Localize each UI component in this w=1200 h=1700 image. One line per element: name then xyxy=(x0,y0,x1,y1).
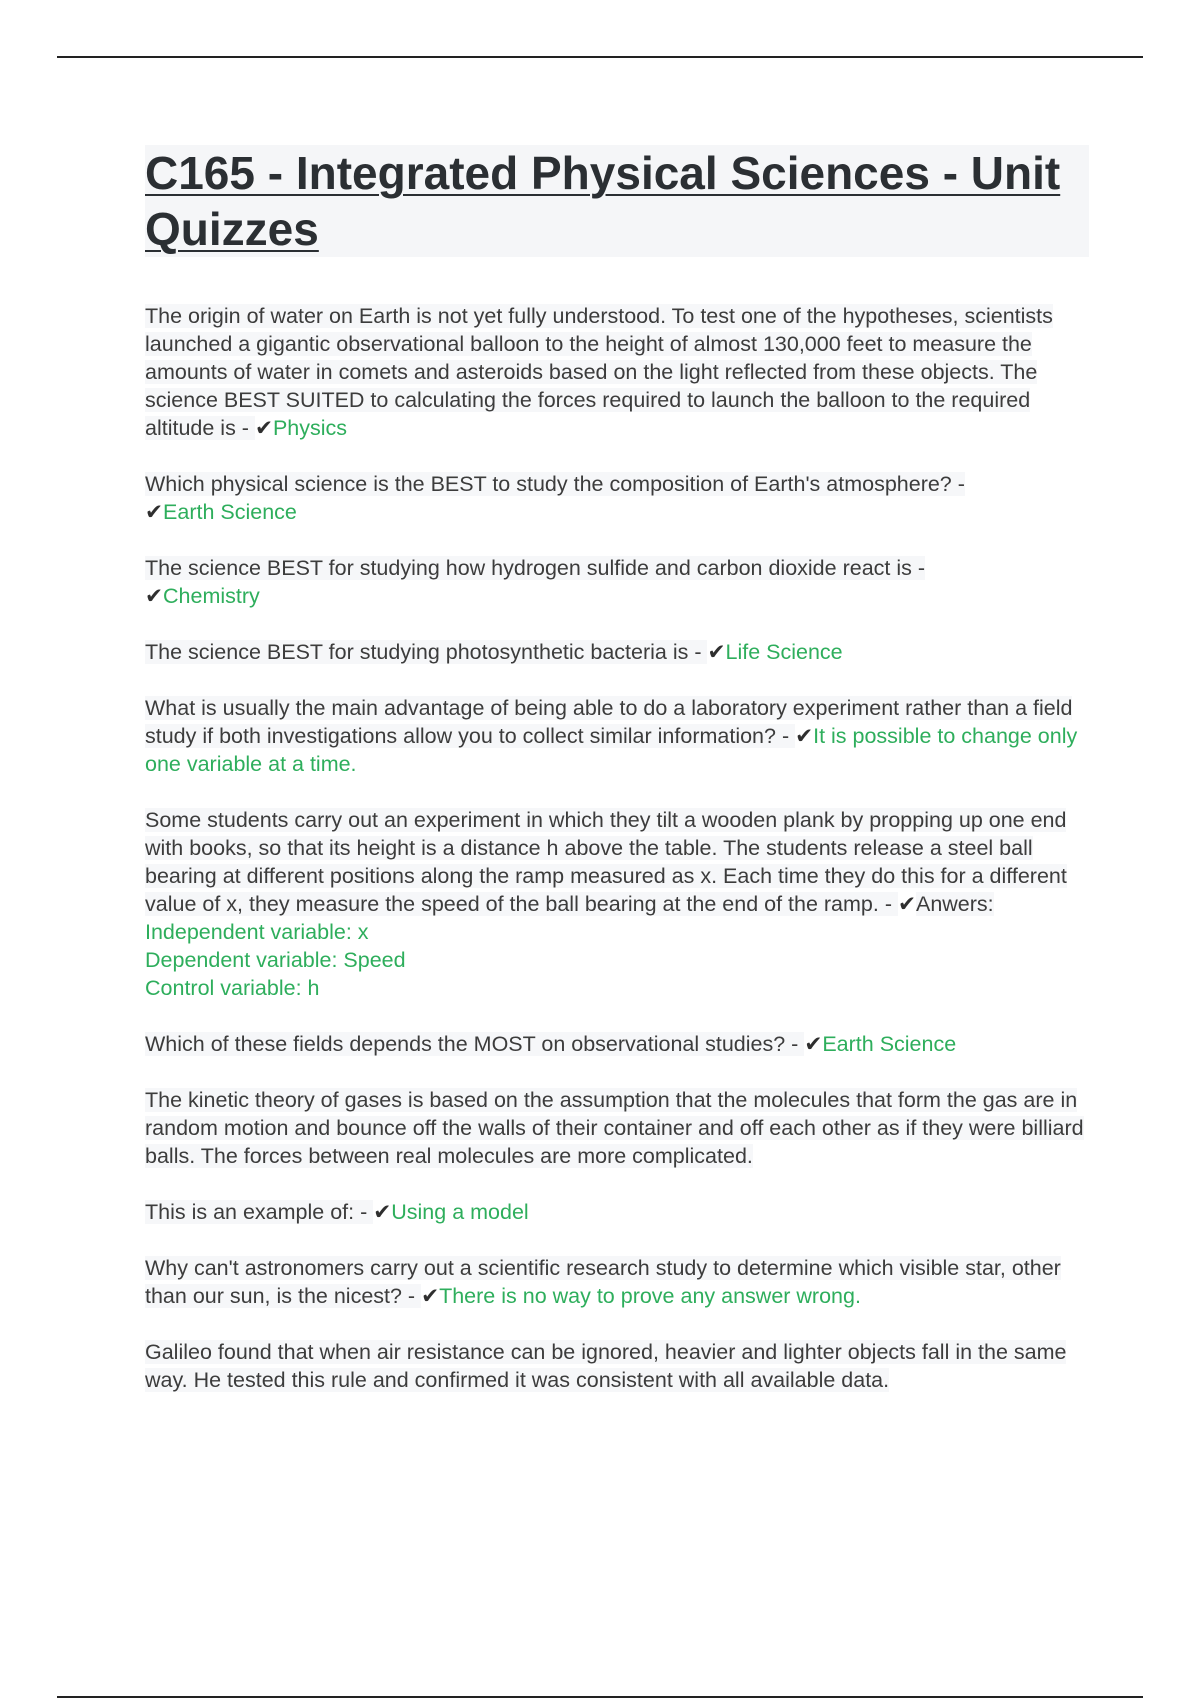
question-text: Galileo found that when air resistance can be ignored, heavier and lighter objects fall in the same way. He tested this rule and confirmed it was consistent with all available data. xyxy=(145,1340,1067,1392)
answer-text: Using a model xyxy=(391,1200,529,1224)
checkmark-icon: ✔ xyxy=(421,1284,440,1308)
checkmark-icon: ✔ xyxy=(707,640,726,664)
answer-label: Anwers: xyxy=(915,892,994,916)
answer-text: Earth Science xyxy=(822,1032,957,1056)
question-text: What is usually the main advantage of being able to do a laboratory experiment rather than a field study if both investigations allow you to collect similar information? - xyxy=(145,696,1073,748)
question-text: The kinetic theory of gases is based on the assumption that the molecules that form the gas are in random motion and bounce off the walls of their container and off each other as if they were billiard balls. The forces between real molecules are more complicated. xyxy=(145,1088,1084,1168)
checkmark-icon: ✔ xyxy=(373,1200,392,1224)
checkmark-icon: ✔ xyxy=(254,416,273,440)
qa-item-2 xyxy=(145,470,1090,526)
qa-item-10 xyxy=(145,1254,1090,1310)
answer-line-dependent: Dependent variable: Speed xyxy=(145,948,406,972)
checkmark-icon: ✔ xyxy=(145,584,164,608)
qa-item-9 xyxy=(145,1198,1090,1226)
question-text: Which physical science is the BEST to study the composition of Earth's atmosphere? - xyxy=(145,472,965,496)
answer-text: Physics xyxy=(272,416,348,440)
question-text: Some students carry out an experiment in which they tilt a wooden plank by propping up one end with books, so that its height is a distance h above the table. The students release a steel ball bearing at different positions along the ramp measured as x. Each time they do this for a different value of x, they measure the speed of the ball bearing at the end of the ramp. - xyxy=(145,808,1067,916)
answer-text: Chemistry xyxy=(163,584,260,608)
page-title: C165 - Integrated Physical Sciences - Unit Quizzes xyxy=(145,147,1061,255)
checkmark-icon: ✔ xyxy=(897,892,916,916)
question-text: Why can't astronomers carry out a scientific research study to determine which visible star, other than our sun, is the nicest? - xyxy=(145,1256,1061,1308)
qa-item-3 xyxy=(145,554,1090,610)
question-text: The science BEST for studying how hydrogen sulfide and carbon dioxide react is - xyxy=(145,556,926,580)
qa-item-4 xyxy=(145,638,1090,666)
answer-text: It is possible to change only one variable at a time. xyxy=(145,724,1078,776)
question-text: The origin of water on Earth is not yet fully understood. To test one of the hypotheses, scientists launched a gigantic observational balloon to the height of almost 130,000 feet to measure the amounts of water in comets and asteroids based on the light reflected from these objects. The science BEST SUITED to calculating the forces required to launch the balloon to the required altitude is - xyxy=(145,304,1053,440)
checkmark-icon: ✔ xyxy=(804,1032,823,1056)
title-block xyxy=(145,145,1089,257)
top-rule xyxy=(57,56,1143,58)
answer-line-independent: Independent variable: x xyxy=(145,920,369,944)
answer-text: There is no way to prove any answer wrong. xyxy=(439,1284,861,1308)
qa-item-7 xyxy=(145,1030,1090,1058)
answer-text: Earth Science xyxy=(163,500,297,524)
qa-item-5 xyxy=(145,694,1090,778)
answer-line-control: Control variable: h xyxy=(145,976,320,1000)
qa-item-6 xyxy=(145,806,1090,1002)
checkmark-icon: ✔ xyxy=(145,500,164,524)
question-text: The science BEST for studying photosynthetic bacteria is - xyxy=(145,640,708,664)
checkmark-icon: ✔ xyxy=(795,724,814,748)
question-text: Which of these fields depends the MOST on observational studies? - xyxy=(145,1032,805,1056)
answer-text: Life Science xyxy=(725,640,843,664)
qa-item-8 xyxy=(145,1086,1090,1170)
qa-item-11 xyxy=(145,1338,1090,1394)
bottom-rule xyxy=(57,1696,1143,1698)
quiz-content xyxy=(145,302,1090,1422)
qa-item-1 xyxy=(145,302,1090,442)
question-text: This is an example of: - xyxy=(145,1200,374,1224)
